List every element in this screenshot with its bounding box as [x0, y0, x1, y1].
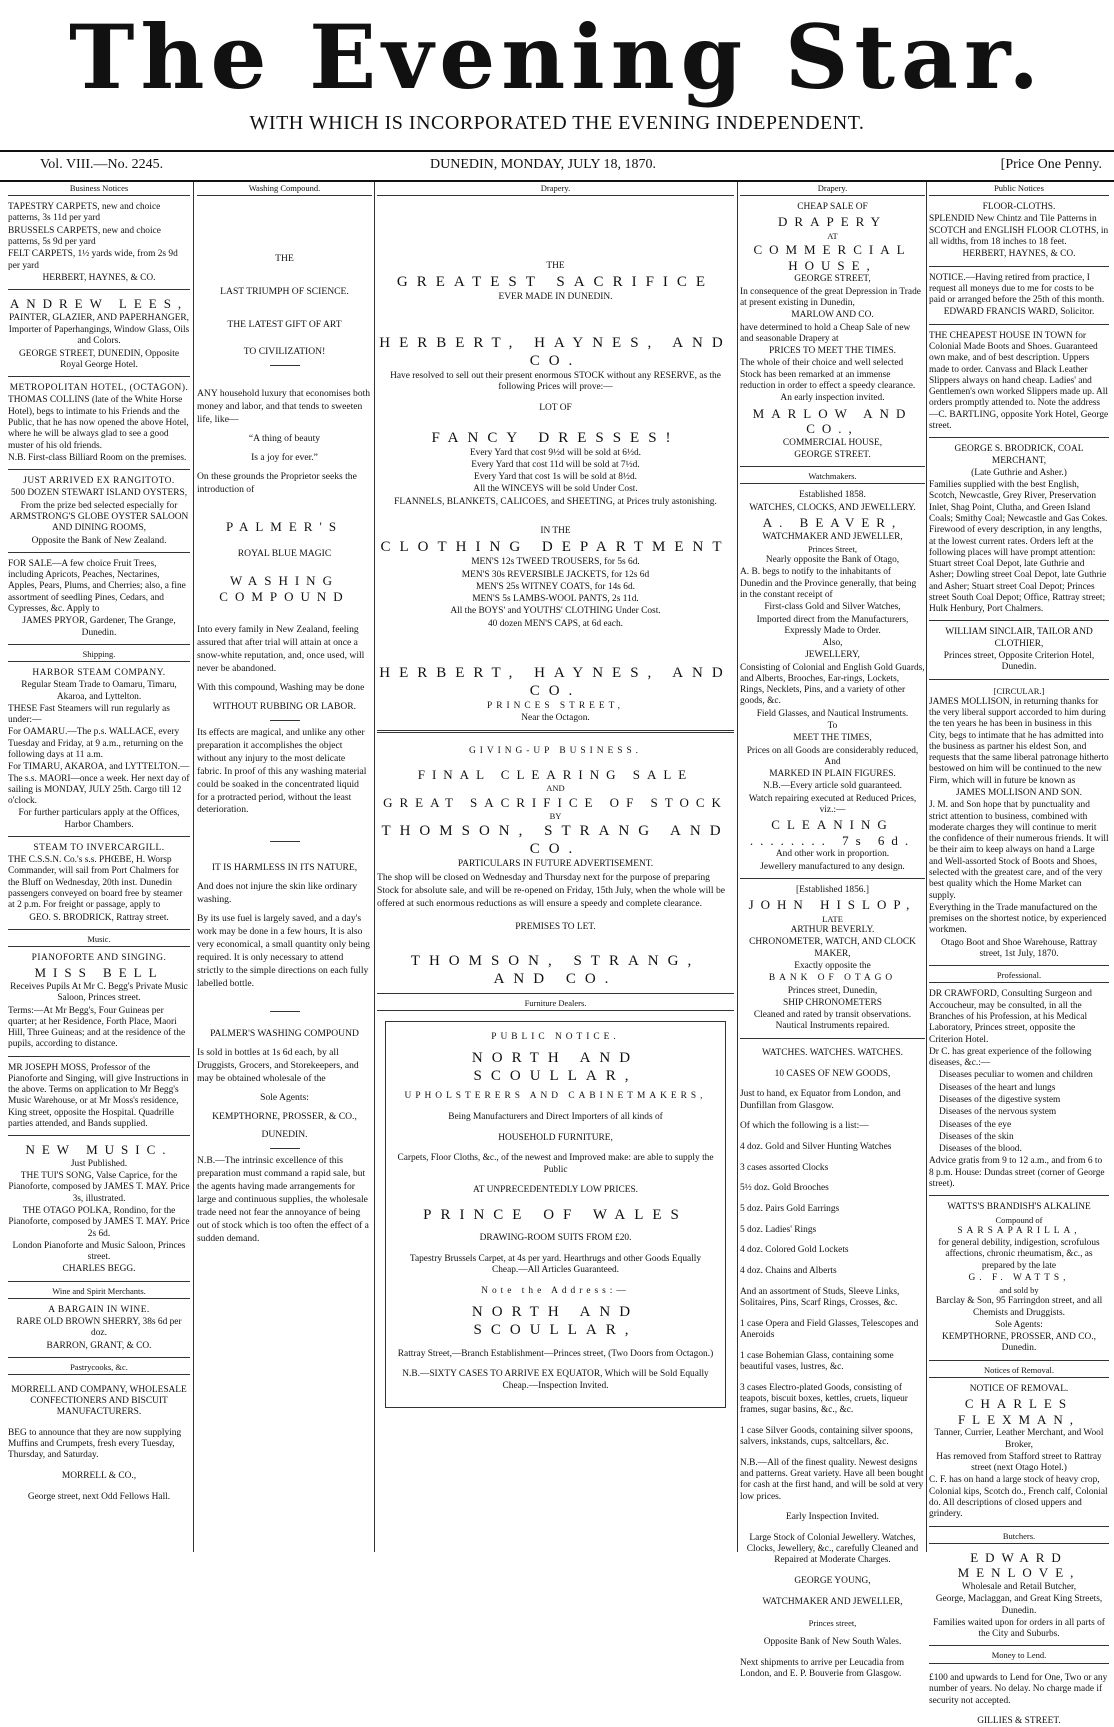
price-line: FLANNELS, BLANKETS, CALICOES, and SHEETING, at Prices truly astonishing.: [394, 496, 717, 507]
section-heading: Wine and Spirit Merchants.: [8, 1285, 190, 1299]
ad-money-to-lend: [929, 1673, 1109, 1727]
ad-brodrick: [929, 441, 1109, 621]
ad-paragraph: With this compound, Washing may be done: [197, 681, 365, 693]
section-heading: Butchers.: [929, 1530, 1109, 1544]
ad-line: George, Maclaggan, and Great King Streets, Dunedin.: [935, 1594, 1103, 1616]
price: [Price One Penny.: [1000, 157, 1102, 172]
ad-line: have determined to hold a Cheap Sale of new and seasonable Drapery at: [740, 322, 911, 344]
ad-line: THE: [275, 253, 294, 265]
newspaper-title: The Evening Star.: [69, 5, 1045, 109]
ad-heading: GEORGE S. BRODRICK, COAL MERCHANT,: [954, 444, 1084, 466]
ad-line: N.B.—Every article sold guaranteed.: [762, 781, 902, 792]
ad-crawford: [929, 986, 1109, 1196]
advertiser: MORRELL & CO.,: [61, 1471, 137, 1482]
ad-line: £100 and upwards to Lend for One, Two or any number of years. No delay. No charge made if security not accepted.: [929, 1672, 1108, 1706]
ad-line: Princes Street,: [807, 543, 858, 554]
ad-heading: EDWARD MENLOVE,: [957, 1549, 1081, 1581]
ad-heading: HERBERT, HAYNES, AND CO.: [379, 664, 732, 699]
advertiser: GILLIES & STREET.: [977, 1716, 1061, 1727]
ad-line: and sold by: [999, 1285, 1039, 1296]
tagline: WITH WHICH IS INCORPORATED THE EVENING INDEPENDENT.: [249, 112, 865, 134]
ad-name: MISS BELL: [34, 965, 164, 981]
divider: [270, 720, 300, 721]
ad-line: Importer of Paperhangings, Window Glass, Oils and Colors.: [8, 325, 190, 347]
list-item: 1 case Silver Goods, containing silver spoons, salvers, inkstands, cups, saltcellars, &c.: [740, 1425, 913, 1448]
ad-line: SHIP CHRONOMETERS: [783, 997, 882, 1008]
ad-line: BRUSSELS CARPETS, new and choice patterns, 5s 9d per yard: [8, 225, 161, 248]
ad-line: To: [827, 721, 838, 732]
list-item: 5 doz. Pairs Gold Earrings: [740, 1204, 840, 1214]
ad-line: THE: [546, 261, 565, 272]
ad-line: Everything in the Trade manufactured on the premises on the shortest notice, by experienced workmen.: [929, 902, 1107, 936]
ad-heading: 10 CASES OF NEW GOODS,: [774, 1068, 891, 1079]
ad-line: LATE: [822, 913, 843, 924]
ad-line: Receives Pupils At Mr C. Begg's Private Music Saloon, Princes street.: [10, 981, 188, 1004]
brand-line: PALMER'S: [225, 518, 344, 534]
ad-thomson-strang: [377, 736, 734, 994]
list-item: Diseases of the blood.: [939, 1144, 1022, 1155]
ad-line: WATCHES. WATCHES. WATCHES.: [761, 1048, 904, 1059]
ad-line: Princes street,: [808, 1617, 857, 1628]
ad-line: WITHOUT RUBBING OR LABOR.: [212, 700, 357, 712]
column-rule: [737, 182, 738, 1552]
ad-line: First-class Gold and Silver Watches,: [764, 602, 901, 613]
ad-line: Sole Agents:: [260, 1091, 309, 1103]
ad-line: HOUSEHOLD FURNITURE,: [498, 1132, 613, 1143]
column-rule: [374, 182, 375, 1552]
ad-george-young: [740, 1048, 925, 1680]
ad-line: In consequence of the great Depression in Trade at present existing in Dunedin,: [740, 286, 921, 308]
ad-heading: MORRELL AND COMPANY, WHOLESALE CONFECTIONERS AND BISCUIT MANUFACTURERS.: [11, 1384, 187, 1418]
ad-new-music: [8, 1139, 190, 1281]
section-heading: Washing Compound.: [197, 182, 372, 196]
quote-line: Is a joy for ever.”: [251, 451, 318, 463]
ad-line: WATCHES, CLOCKS, AND JEWELLERY.: [749, 502, 916, 513]
ad-line: Wholesale and Retail Butcher,: [961, 1581, 1077, 1592]
ad-line: [CIRCULAR.]: [993, 685, 1045, 696]
ad-heading: CLEANING ........ 7s 6d.: [749, 817, 916, 848]
ad-heading: NEW MUSIC.: [25, 1142, 173, 1158]
column-rule: [193, 182, 194, 1552]
ad-line: LAST TRIUMPH OF SCIENCE.: [220, 286, 349, 298]
section-heading: Pastrycooks, &c.: [8, 1361, 190, 1375]
dateline-bar: [0, 150, 1114, 182]
ad-line: ARTHUR BEVERLY.: [790, 925, 875, 936]
ad-line: For TIMARU, AKAROA, and LYTTELTON.—The s.s. MAORI—once a week. Her next day of sailing is MONDAY, JULY 25th. Cargo till 12 o'clock.: [8, 762, 190, 807]
ad-heading: SARSAPARILLA,: [957, 1225, 1081, 1236]
ad-heading: HERBERT, HAYNES, AND CO.: [379, 334, 732, 369]
ad-morrell: [8, 1385, 190, 1503]
ad-line: Compound of: [995, 1214, 1043, 1225]
ad-heading: GIVING-UP BUSINESS.: [468, 745, 643, 756]
ad-paragraph: And does not injure the skin like ordinary washing.: [197, 881, 358, 906]
ad-line: N.B. First-class Billiard Room on the premises.: [8, 452, 187, 463]
ad-heading: COMMERCIAL HOUSE,: [753, 242, 912, 273]
ad-line: Has removed from Stafford street to Rattray street (next Otago Hotel.): [936, 1451, 1102, 1474]
ad-line: THE LATEST GIFT OF ART: [227, 319, 342, 331]
ad-line: Early Inspection Invited.: [786, 1512, 879, 1523]
ad-line: Families waited upon for orders in all parts of the City and Suburbs.: [933, 1617, 1105, 1640]
ad-line: IN THE: [540, 526, 571, 536]
ad-line: A. B. begs to notify to the inhabitants of Dunedin and the Province generally, that being in the constant receipt of: [740, 567, 917, 600]
ad-line: THE CHEAPEST HOUSE IN TOWN for Colonial Made Boots and Shoes. Guaranteed own make, and of best description. Uppers made to order. Canvass and Black Leather Slippers always on hand cheap. Ladies' and Gentlemen's own worked Slippers made up. All orders promptly attended to. Note the address—C. BARTLING, opposite York Hotel, George street.: [929, 330, 1109, 431]
price-line: 40 dozen MEN'S CAPS, at 6d each.: [487, 618, 623, 629]
ad-line: TAPESTRY CARPETS, new and choice patterns, 3s 11d per yard: [8, 202, 161, 224]
ad-line: DRAWING-ROOM SUITS FROM £20.: [479, 1233, 632, 1244]
ad-line: Regular Steam Trade to Oamaru, Timaru, Akaroa, and Lyttelton.: [21, 680, 177, 702]
brand-line: ROYAL BLUE MAGIC: [237, 548, 332, 560]
section-heading: Shipping.: [8, 648, 190, 662]
ad-line: CHEAP SALE OF: [797, 202, 868, 213]
ad-line: BEG to announce that they are now supplying Muffins and Crumpets, fresh every Tuesday, Thursday, and Saturday.: [8, 1427, 182, 1461]
ad-line: Tapestry Brussels Carpet, at 4s per yard. Hearthrugs and other Goods Equally Cheap.—All Articles Guaranteed.: [409, 1253, 702, 1276]
ad-line: Jewellery manufactured to any design.: [760, 861, 905, 872]
section-heading: Drapery.: [740, 182, 925, 196]
ad-line: THE OTAGO POLKA, Rondino, for the Pianoforte, composed by JAMES T. MAY. Price 2s 6d.: [8, 1206, 190, 1239]
ad-line: Princes street, Opposite Criterion Hotel, Dunedin.: [943, 651, 1095, 673]
ad-line: WATCHMAKER AND JEWELLER,: [762, 531, 903, 542]
list-item: And an assortment of Studs, Sleeve Links, Solitaires, Pins, Scarf Rings, Crosses, &c.: [740, 1286, 900, 1308]
ad-line: CHRONOMETER, WATCH, AND CLOCK MAKER,: [749, 937, 916, 959]
ad-heading: ANDREW LEES,: [9, 296, 189, 312]
ad-line: Watch repairing executed at Reduced Prices, viz.:—: [748, 793, 917, 815]
ad-heading: FANCY DRESSES!: [431, 429, 680, 446]
ad-menlove: [929, 1547, 1109, 1647]
ad-line: LOT OF: [539, 403, 572, 414]
ad-heading: JUST ARRIVED EX RANGITOTO.: [23, 476, 175, 487]
ad-line: Terms:—At Mr Begg's, Four Guineas per quarter; at her Residence, Forth Place, Maori Hill, Three Guineas; and at the residence of the pupils, according to distance.: [8, 1005, 186, 1050]
ad-line: London Pianoforte and Music Saloon, Princes street.: [12, 1240, 186, 1263]
advertiser: BARRON, GRANT, & CO.: [46, 1340, 152, 1351]
price-line: MEN'S 12s TWEED TROUSERS, for 5s 6d.: [471, 557, 640, 568]
ad-floor-cloths: [929, 199, 1109, 266]
ad-line: And other work in proportion.: [775, 849, 890, 860]
ad-line: THESE Fast Steamers will run regularly as under:—: [8, 703, 170, 726]
divider: [270, 1011, 300, 1012]
advertiser: CHARLES BEGG.: [62, 1264, 136, 1275]
list-item: 1 case Opera and Field Glasses, Telescopes and Aneroids: [740, 1318, 919, 1340]
ad-heading: JAMES MOLLISON AND SON.: [955, 788, 1083, 799]
ad-carpets: [8, 199, 190, 290]
ad-line: RARE OLD BROWN SHERRY, 38s 6d per doz.: [16, 1317, 182, 1339]
ad-heading: PUBLIC NOTICE.: [491, 1031, 620, 1042]
ad-line: Exactly opposite the: [794, 960, 871, 971]
ad-heading: PRINCE OF WALES: [423, 1206, 688, 1223]
quote-line: “A thing of beauty: [248, 432, 321, 444]
ad-heading: NOTICE OF REMOVAL.: [969, 1383, 1069, 1394]
list-item: Diseases of the heart and lungs: [939, 1082, 1056, 1093]
ad-line: KEMPTHORNE, PROSSER, & CO.,: [212, 1110, 357, 1122]
ad-heading: CHARLES FLEXMAN,: [957, 1396, 1081, 1427]
ad-line: N.B.—SIXTY CASES TO ARRIVE EX EQUATOR, Which will be Sold Equally Cheap.—Inspection Invited.: [402, 1369, 709, 1391]
ad-line: SPLENDID New Chintz and Tile Patterns in SCOTCH and ENGLISH FLOOR CLOTHS, in all widths, from 18 inches to 18 feet.: [929, 214, 1109, 248]
ad-line: AND: [546, 783, 565, 794]
ad-invercargill: [8, 840, 190, 930]
ad-line: Sole Agents:: [995, 1319, 1043, 1330]
ad-line: George street, next Odd Fellows Hall.: [27, 1491, 171, 1502]
ad-heading: GREATEST SACRIFICE: [396, 274, 715, 291]
ad-line: EVER MADE IN DUNEDIN.: [498, 292, 613, 303]
ad-line: Being Manufacturers and Direct Importers of all kinds of: [448, 1111, 663, 1122]
ad-metropolitan-hotel: [8, 380, 190, 470]
ad-mollison: [929, 683, 1109, 967]
divider: [270, 841, 300, 842]
ad-paragraph: Its effects are magical, and unlike any other preparation it accomplishes the object without any injury to the most delicate fabric. In proof of this any washing material could be soaked in the concentrated liquid for a protracted period, without the least deterioration.: [197, 726, 367, 816]
list-item: Diseases of the skin: [939, 1131, 1014, 1142]
ad-line: PAINTER, GLAZIER, AND PAPERHANGER,: [8, 312, 190, 323]
section-heading: Drapery.: [377, 182, 734, 196]
ad-line: THE C.S.S.N. Co.'s s.s. PHŒBE, H. Worsp Commander, will sail from Port Chalmers for the Bluff on Wednesday, 20th inst. Dunedin passengers conveyed on board free by steamer at 2 p.m. For freight or passage, apply to: [8, 855, 183, 911]
ad-line: Rattray Street,—Branch Establishment—Princes street, (Two Doors from Octagon.): [397, 1348, 714, 1359]
ad-line: TO CIVILIZATION!: [243, 346, 326, 357]
price-line: MEN'S 25s WITNEY COATS, for 14s 6d.: [476, 581, 635, 592]
list-item: 4 doz. Gold and Silver Hunting Watches: [740, 1141, 892, 1152]
ad-line: Advice gratis from 9 to 12 a.m., and from 6 to 8 p.m. House: Dundas street (corner of George street).: [929, 1156, 1105, 1189]
ad-andrew-lees: [8, 293, 190, 377]
price-line: Every Yard that cost 9½d will be sold at 6½d.: [469, 447, 642, 458]
column-5: [929, 182, 1109, 1727]
ad-line: IT IS HARMLESS IN ITS NATURE,: [211, 862, 358, 874]
ad-oysters: [8, 473, 190, 553]
section-heading: Professional.: [929, 969, 1109, 983]
ad-line: for general debility, indigestion, scrofulous affections, chronic rheumatism, &c., as prepared by the late: [938, 1237, 1100, 1271]
volume-number: Vol. VIII.—No. 2245.: [40, 157, 164, 172]
list-item: Diseases of the nervous system: [939, 1107, 1057, 1118]
ad-line: Opposite Bank of New South Wales.: [763, 1637, 902, 1648]
ad-line: PRICES TO MEET THE TIMES.: [768, 346, 896, 357]
ad-line: BY: [549, 811, 562, 822]
ad-line: GEORGE STREET.: [794, 450, 871, 460]
price-line: All the WINCEYS will be sold Under Cost.: [473, 484, 638, 495]
column-3: [377, 182, 734, 1552]
ad-paragraph: On these grounds the Proprietor seeks the introduction of: [197, 470, 357, 495]
ad-line: UPHOLSTERERS AND CABINETMAKERS,: [404, 1091, 707, 1102]
ad-line: G. F. WATTS,: [968, 1272, 1070, 1283]
ad-line: Large Stock of Colonial Jewellery. Watches, Clocks, Jewellery, &c., carefully Cleaned and Repaired at Moderate Charges.: [746, 1532, 919, 1566]
ad-line: PRINCES STREET,: [487, 700, 624, 711]
ad-line: THE TUI'S SONG, Valse Caprice, for the Pianoforte, composed by JAMES T. MAY. Price 3s, illustrated.: [8, 1171, 190, 1204]
price-line: MEN'S 5s LAMBS-WOOL PANTS, 2s 11d.: [472, 594, 639, 605]
ad-heading: NORTH AND SCOULLAR,: [471, 1050, 640, 1085]
column-1: [8, 182, 190, 1552]
section-heading: Money to Lend.: [929, 1649, 1109, 1663]
list-item: 3 cases Electro-plated Goods, consisting of teapots, biscuit boxes, kettles, cruets, liqueur frames, sugar basins, &c., &c.: [740, 1382, 908, 1416]
section-heading: Watchmakers.: [740, 470, 925, 484]
price-line: Every Yard that cost 1s will be sold at 8½d.: [473, 472, 637, 483]
ad-line: Just Published.: [70, 1158, 128, 1169]
ad-line: FOR SALE—A few choice Fruit Trees, including Apricots, Peaches, Nectarines, Apples, Pears, Plums, and Cherries; also, a fine assortment of seedling Pines, Cedars, and Cypresses, &c. Apply to: [8, 558, 186, 614]
ad-line: Cleaned and rated by transit observations. Nautical Instruments repaired.: [753, 1010, 912, 1032]
price-line: MEN'S 30s REVERSIBLE JACKETS, for 12s 6d: [461, 569, 650, 580]
ad-heading: MARLOW AND CO.,: [752, 405, 913, 437]
ad-paragraph: Into every family in New Zealand, feeling assured that after trial will attain at once a snow-white reputation, and, once used, will never be abandoned.: [197, 624, 365, 675]
section-heading: Notices of Removal.: [929, 1364, 1109, 1378]
ad-line: NOTICE.—Having retired from practice, I request all moneys due to me for costs to be paid or arranged before the 25th of this month.: [929, 272, 1105, 306]
price-line: All the BOYS' and YOUTHS' CLOTHING Under Cost.: [450, 606, 661, 617]
ad-line: AT UNPRECEDENTEDLY LOW PRICES.: [472, 1185, 639, 1196]
ad-line: Established 1858.: [799, 490, 866, 501]
list-item: 5 doz. Ladies' Rings: [740, 1224, 817, 1235]
ad-line: Next shipments to arrive per Leucadia from London, and E. P. Bouverie from Glasgow.: [740, 1657, 905, 1680]
ad-line: AT: [827, 231, 838, 242]
column-2: [197, 182, 372, 1552]
ad-heading: CLOTHING DEPARTMENT: [380, 539, 731, 556]
ad-line: Families supplied with the best English, Scotch, Newcastle, Grey River, Preservation Inlet, Shag Point, Clutha, and Green Island Coals; Smithy Coal; Newcastle and Gas Cokes. Firewood of every description, in any lengths, at the lowest current rates. Orders left at the following places will have prompt attention: Stuart street Coal Depot, late Guthrie and Asher; Dowling street Coal Depot, late Guthrie and Asher; Stuart street Coal Depot; Princes street South Coal Depot; Office, Rattray street; Hulk Henbury, Port Chalmers.: [929, 480, 1108, 615]
section-heading: Public Notices: [929, 182, 1109, 196]
ad-line: Barclay & Son, 95 Farringdon street, and all Chemists and Druggists.: [935, 1296, 1103, 1318]
advertiser: GEO. S. BRODRICK, Rattray street.: [29, 912, 169, 923]
ad-paragraph: Is sold in bottles at 1s 6d each, by all Druggists, Grocers, and Storekeepers, and may be obtained wholesale of the: [197, 1046, 359, 1084]
advertiser: HERBERT, HAYNES, & CO.: [962, 249, 1076, 260]
ad-paragraph: N.B.—The intrinsic excellence of this preparation must command a rapid sale, but the agents having made arrangements for large and continuous supplies, the wholesale trade need not fear the annoyance of being out of stock which is too often the effect of a sudden demand.: [197, 1155, 369, 1245]
ad-line: Just to hand, ex Equator from London, and Dunfillan from Glasgow.: [740, 1089, 901, 1111]
ad-heading: WATTS'S BRANDISH'S ALKALINE: [947, 1202, 1091, 1213]
list-item: Diseases of the digestive system: [939, 1094, 1061, 1105]
ad-beaver: [740, 487, 925, 879]
advertiser: KEMPTHORNE, PROSSER, AND CO., Dunedin.: [942, 1332, 1096, 1354]
ad-north-scoullar: [385, 1021, 726, 1408]
ad-line: N.B.—All of the finest quality. Newest designs and patterns. Great variety. Have all been bought for cash at the first hand, and will be sold at very low prices.: [740, 1457, 924, 1502]
ad-heading: GREAT SACRIFICE OF STOCK: [383, 794, 728, 810]
ad-line: Imported direct from the Manufacturers, Expressly Made to Order.: [756, 614, 909, 636]
ad-line: Princes street, Dunedin,: [787, 985, 878, 996]
ad-bartling: [929, 328, 1109, 439]
ad-hislop: [740, 882, 925, 1039]
ad-herbert-haynes: [377, 199, 734, 732]
ad-wine: [8, 1302, 190, 1358]
list-item: 4 doz. Colored Gold Lockets: [740, 1245, 849, 1256]
ad-line: GEORGE STREET,: [794, 274, 871, 285]
section-heading: Music.: [8, 933, 190, 947]
divider: [270, 1148, 300, 1149]
ad-sarsaparilla: [929, 1199, 1109, 1360]
ad-heading: A BARGAIN IN WINE.: [48, 1304, 150, 1315]
ad-heading: METROPOLITAN HOTEL, (OCTAGON).: [9, 383, 189, 394]
list-item: Of which the following is a list:—: [740, 1121, 869, 1132]
ad-line: THOMAS COLLINS (late of the White Horse Hotel), begs to intimate to his Friends and the Public, that he has now opened the above Hotel, where he will be always glad to see a good muster of his old friends.: [8, 395, 189, 451]
section-heading: Furniture Dealers.: [377, 997, 734, 1011]
price-line: Every Yard that cost 11d will be sold at 7½d.: [471, 459, 640, 470]
section-heading: Business Notices: [8, 182, 190, 196]
ad-line: MEET THE TIMES,: [793, 733, 872, 744]
ad-joseph-moss: [8, 1060, 190, 1137]
ad-line: Otago Boot and Shoe Warehouse, Rattray street, 1st July, 1870.: [940, 937, 1098, 959]
ad-line: J. M. and Son hope that by punctuality and strict attention to business, combined with moderate charges they will continue to merit the confidence of their numerous friends. It will be their aim to keep always on hand a Large and Well-assorted Stock of Boots and Shoes, selected with the greatest care, and of the very best quality which the Home Market can supply.: [929, 800, 1109, 901]
ad-line: JEWELLERY,: [805, 650, 860, 661]
ad-line: PARTICULARS IN FUTURE ADVERTISEMENT.: [457, 859, 654, 870]
ad-line: Prices on all Goods are considerably reduced, And: [746, 745, 919, 767]
ad-fruit-trees: [8, 556, 190, 645]
ad-heading: NORTH AND SCOULLAR,: [471, 1304, 640, 1339]
ad-line: JAMES MOLLISON, in returning thanks for the very liberal support accorded to him during the ten years he has been in business in this City, begs to intimate that he has admitted into the business as partner his eldest Son, and requests that the same liberal patronage hitherto bestowed on him will be continued to the new Firm, which will in future be known as: [929, 696, 1109, 786]
ad-heading: THOMSON, STRANG, AND CO.: [410, 952, 701, 987]
ad-heading: DRAPERY: [778, 214, 887, 230]
list-item: 3 cases assorted Clocks: [740, 1162, 829, 1173]
list-item: 4 doz. Chains and Alberts: [740, 1266, 837, 1277]
ad-paragraph: ANY household luxury that economises both money and labor, and that tends to sweeten life, like—: [197, 387, 371, 425]
ad-line: Carpets, Floor Cloths, &c., of the newest and Improved make: are able to supply the Public: [397, 1153, 714, 1175]
ad-line: GEORGE STREET, DUNEDIN, Opposite Royal George Hotel.: [19, 348, 179, 370]
ad-line: PREMISES TO LET.: [515, 922, 596, 933]
ad-line: BANK OF OTAGO: [768, 973, 897, 984]
ad-heading: WILLIAM SINCLAIR, TAILOR AND CLOTHIER,: [945, 627, 1093, 649]
ad-miss-bell: [8, 950, 190, 1057]
ad-line: Field Glasses, and Nautical Instruments.: [756, 708, 909, 719]
ad-line: DR CRAWFORD, Consulting Surgeon and Accoucheur, may be consulted, in all the Branches of his Profession, at his Medical Laboratory, Princes street, opposite the Criterion Hotel.: [929, 989, 1092, 1045]
ad-ward-notice: [929, 270, 1109, 325]
ad-heading: FLOOR-CLOTHS.: [982, 202, 1056, 213]
ad-line: For OAMARU.—The p.s. WALLACE, every Tuesday and Friday, at 9 a.m., returning on the following days at 11 a.m.: [8, 727, 184, 760]
ad-marlow: [740, 199, 925, 467]
divider: [270, 365, 300, 366]
ad-line: The whole of their choice and well selected Stock has been remarked at an immense reduction in order to effect a speedy clearance.: [740, 358, 916, 391]
ad-line: GEORGE YOUNG,: [794, 1576, 871, 1587]
ad-line: PALMER'S WASHING COMPOUND: [210, 1027, 359, 1039]
list-item: 5½ doz. Gold Brooches: [740, 1183, 829, 1194]
ad-line: WATCHMAKER AND JEWELLER,: [762, 1596, 903, 1607]
ad-line: Consisting of Colonial and English Gold Guards, and Alberts, Brooches, Ear-rings, Lockets, Rings, Necklets, Pins, and a variety of other goods, &c.: [740, 662, 925, 707]
ad-heading: PIANOFORTE AND SINGING.: [31, 953, 167, 964]
ad-heading: THOMSON, STRANG AND CO.: [381, 823, 730, 858]
ad-line: An early inspection invited.: [780, 393, 885, 404]
ad-line: DUNEDIN.: [261, 1129, 308, 1141]
list-item: Diseases of the eye: [939, 1119, 1012, 1130]
ad-paragraph: By its use fuel is largely saved, and a day's work may be done in a few hours, It is also very economical, a small quantity only being required. It is only necessary to attend strictly to the simple directions on each fully labelled bottle.: [197, 913, 370, 989]
ad-heading: JOHN HISLOP,: [748, 897, 917, 913]
ad-line: Note the Address:—: [481, 1285, 630, 1296]
column-rule: [926, 182, 927, 1552]
ad-line: C. F. has on hand a large stock of heavy crop, Colonial kips, Scotch do., French calf, Colonial do. All descriptions of closed uppers and grindery.: [929, 1475, 1108, 1520]
list-item: 1 case Bohemian Glass, containing some beautiful vases, lustres, &c.: [740, 1350, 894, 1372]
ad-line: From the prize bed selected especially for ARMSTRONG'S GLOBE OYSTER SALOON AND DINING ROOMS,: [9, 500, 189, 534]
advertiser: EDWARD FRANCIS WARD, Solicitor.: [943, 307, 1095, 318]
ad-paragraph: The shop will be closed on Wednesday and Thursday next for the purpose of preparing Stock for absolute sale, and will be re-opened on Friday, 15th July, when the whole will be offered at such enormous reductions as will ensure a speedy and complete clearance.: [377, 871, 726, 909]
ad-line: Near the Octagon.: [521, 713, 590, 724]
ad-line: MARLOW AND CO.: [791, 310, 874, 321]
ad-heading: FINAL CLEARING SALE: [417, 766, 694, 782]
ad-line: Dr C. has great experience of the following diseases, &c.:—: [929, 1046, 1092, 1069]
list-item: Diseases peculiar to women and children: [939, 1070, 1093, 1081]
ad-line: [Established 1856.]: [796, 885, 869, 896]
advertiser: HERBERT, HAYNES, & CO.: [42, 272, 156, 283]
ad-line: (Late Guthrie and Asher.): [971, 467, 1067, 478]
ad-line: 500 DOZEN STEWART ISLAND OYSTERS,: [10, 488, 188, 499]
ad-flexman: [929, 1381, 1109, 1527]
ad-line: Nearly opposite the Bank of Otago,: [765, 555, 900, 566]
ad-heading: HARBOR STEAM COMPANY.: [32, 667, 166, 678]
place-date: DUNEDIN, MONDAY, JULY 18, 1870.: [430, 157, 656, 172]
ad-line: MARKED IN PLAIN FIGURES.: [769, 769, 896, 780]
ad-line: MR JOSEPH MOSS, Professor of the Pianoforte and Singing, will give Instructions in the above. Terms on application to Mr Begg's Music Warehouse, or at Mr Moss's residence, King street, opposite the Hospital. Quadrille parties attended, and Bands supplied.: [8, 1062, 189, 1130]
ad-line: Also,: [822, 638, 843, 649]
ad-line: For further particulars apply at the Offices, Harbor Chambers.: [18, 808, 180, 830]
masthead: [0, 0, 1114, 150]
ad-harbor-steam: [8, 665, 190, 837]
ad-line: FELT CARPETS, 1½ yards wide, from 2s 9d per yard: [8, 249, 178, 271]
ad-line: Opposite the Bank of New Zealand.: [31, 535, 167, 546]
ad-heading: STEAM TO INVERCARGILL.: [33, 842, 165, 853]
advertiser: JAMES PRYOR, Gardener, The Grange, Dunedin.: [22, 616, 176, 638]
ad-line: COMMERCIAL HOUSE,: [782, 437, 883, 448]
ad-sinclair: [929, 624, 1109, 679]
column-4: [740, 182, 925, 1680]
brand-line: WASHING COMPOUND: [219, 573, 350, 604]
ad-line: Tanner, Currier, Leather Merchant, and Wool Broker,: [934, 1428, 1104, 1450]
ad-heading: A. BEAVER,: [762, 515, 903, 531]
ad-line: Have resolved to sell out their present enormous STOCK without any RESERVE, as the following Prices will prove:—: [390, 370, 721, 393]
